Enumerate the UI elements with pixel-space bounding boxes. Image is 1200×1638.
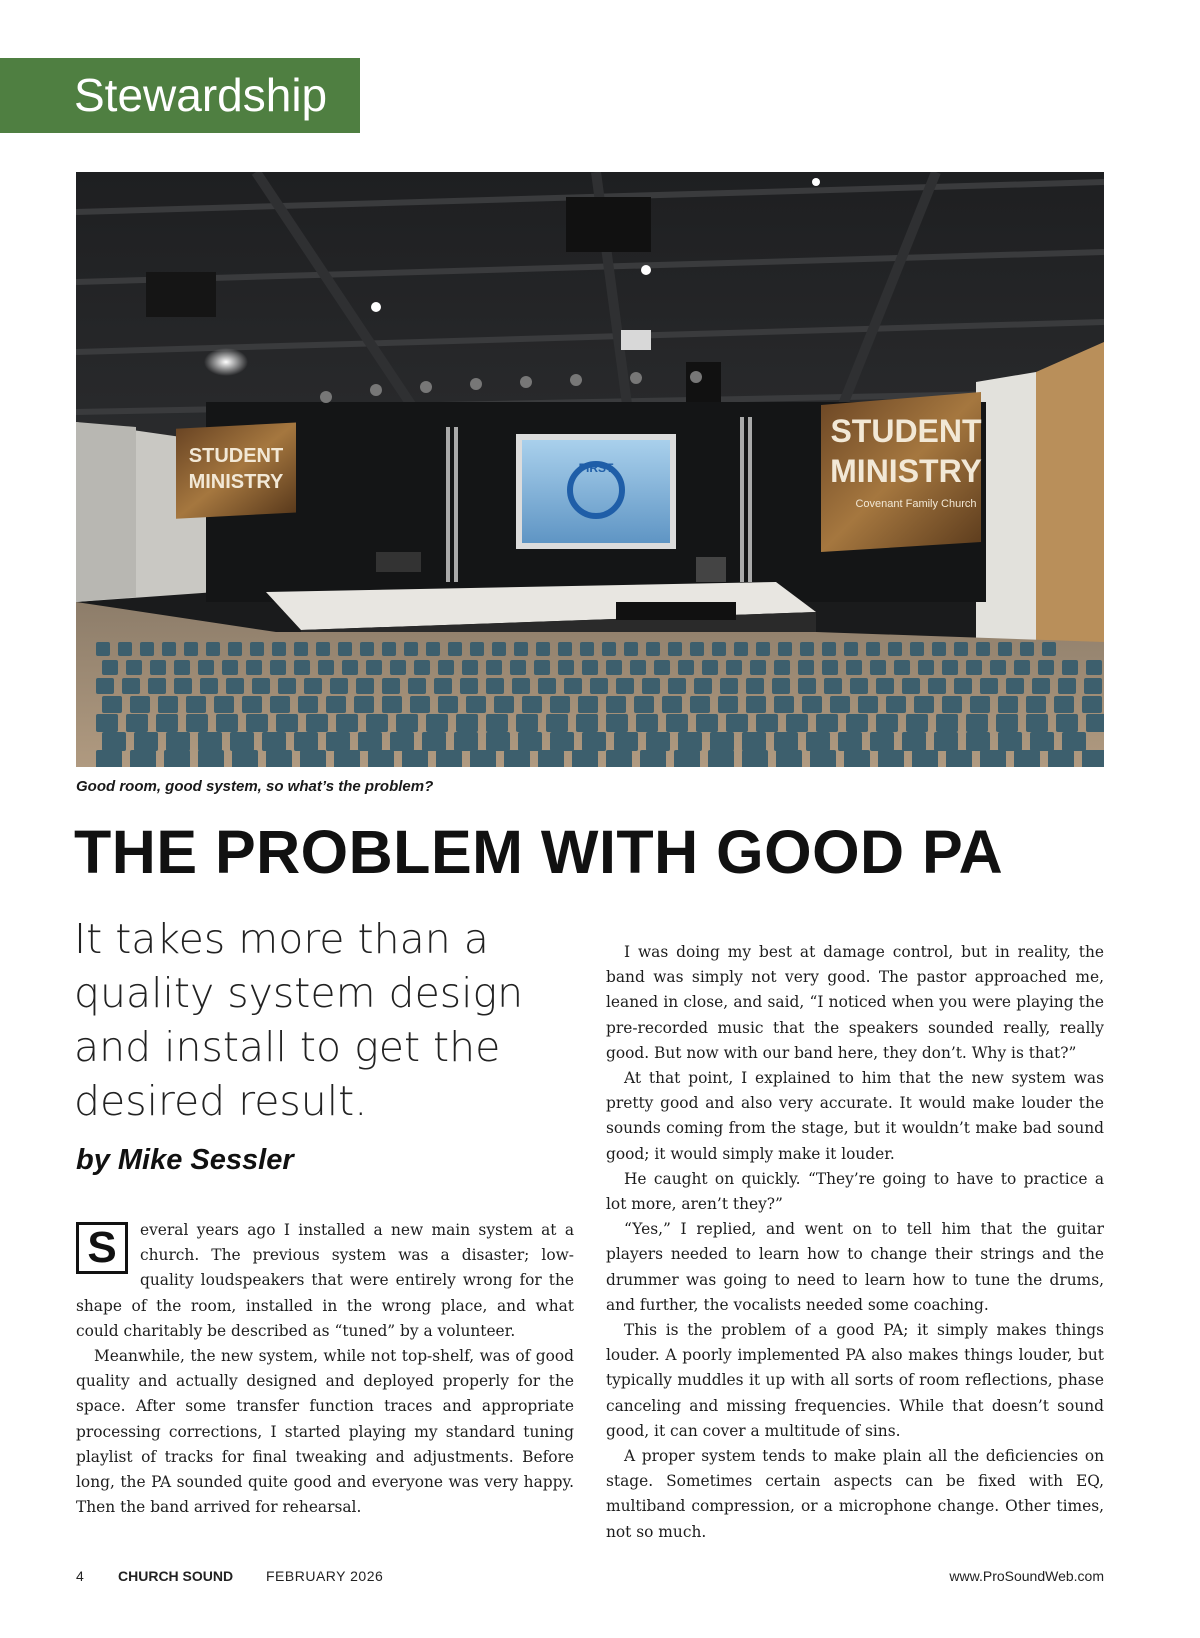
chair xyxy=(492,642,506,656)
chair xyxy=(438,696,458,713)
chair xyxy=(466,696,486,713)
chair xyxy=(846,714,868,732)
chair xyxy=(96,750,122,767)
chair xyxy=(720,678,738,694)
chair xyxy=(198,660,214,675)
chair xyxy=(382,678,400,694)
chair xyxy=(1014,750,1040,767)
chair xyxy=(936,714,958,732)
chair xyxy=(198,750,224,767)
chair xyxy=(294,660,310,675)
chair xyxy=(102,732,126,751)
chair xyxy=(1086,714,1104,732)
chair xyxy=(126,714,148,732)
chair xyxy=(642,678,660,694)
chair xyxy=(1062,732,1086,751)
chair xyxy=(1014,660,1030,675)
chair xyxy=(318,660,334,675)
issue-date: FEBRUARY 2026 xyxy=(266,1568,384,1584)
chair xyxy=(668,642,682,656)
chair xyxy=(246,714,268,732)
chair xyxy=(838,732,862,751)
chair xyxy=(690,696,710,713)
chair xyxy=(186,714,208,732)
chair xyxy=(606,714,628,732)
chair xyxy=(616,678,634,694)
chair xyxy=(382,696,402,713)
chair xyxy=(844,642,858,656)
chair xyxy=(582,732,606,751)
chair xyxy=(504,750,530,767)
chair xyxy=(1086,660,1102,675)
chair xyxy=(806,732,830,751)
chair xyxy=(646,732,670,751)
chair xyxy=(408,678,426,694)
chair xyxy=(118,642,132,656)
chair xyxy=(564,678,582,694)
chair xyxy=(522,696,542,713)
chair xyxy=(1058,678,1076,694)
chair xyxy=(426,714,448,732)
chair xyxy=(894,660,910,675)
left-screen-line1: STUDENT xyxy=(188,445,284,467)
chair xyxy=(602,642,616,656)
chair xyxy=(678,660,694,675)
chair xyxy=(858,696,878,713)
chair xyxy=(174,678,192,694)
chair xyxy=(252,678,270,694)
body-paragraph: Meanwhile, the new system, while not top-shelf, was of good quality and actually designed and deployed properly for the space. After some transfer function traces and appropriate processing corrections, I started playing my standard tuning playlist of tracks for final tweaking and adjustments. Before long, the PA sounded quite good and everyone was very happy. Then the band arrived for rehearsal. xyxy=(76,1347,574,1517)
chair xyxy=(976,642,990,656)
body-paragraph-text: everal years ago I installed a new main system at a church. The previous system was a disaster; low-quality loudspeakers that were entirely wrong for the shape of the room, installed in the wrong place, and what could charitably be described as “tuned” by a volunteer. xyxy=(76,1221,574,1340)
chair xyxy=(846,660,862,675)
chair xyxy=(590,678,608,694)
chair xyxy=(1038,660,1054,675)
chair xyxy=(304,678,322,694)
page-number: 4 xyxy=(76,1568,84,1584)
chair xyxy=(850,678,868,694)
chair xyxy=(786,714,808,732)
chair xyxy=(756,642,770,656)
magazine-name: CHURCH SOUND xyxy=(118,1568,234,1584)
chair xyxy=(774,732,798,751)
deck: It takes more than a quality system design and install to get the desired result. xyxy=(74,915,524,1125)
chair xyxy=(990,660,1006,675)
chair xyxy=(486,714,508,732)
body-paragraph xyxy=(76,1218,574,1344)
body-paragraph: At that point, I explained to him that the new system was pretty good and also very accurate. It would make louder the sounds coming from the stage, but it wouldn’t make bad sound good; it would simply make it louder. xyxy=(606,1069,1104,1163)
left-screen-line2: MINISTRY xyxy=(188,471,284,493)
chair xyxy=(1020,642,1034,656)
chair xyxy=(726,714,748,732)
chair xyxy=(878,750,904,767)
chair xyxy=(130,696,150,713)
chair xyxy=(844,750,870,767)
chair xyxy=(1062,660,1078,675)
chair xyxy=(696,714,718,732)
chair xyxy=(876,714,898,732)
chair xyxy=(538,678,556,694)
chair xyxy=(678,732,702,751)
chair xyxy=(778,642,792,656)
chair xyxy=(726,660,742,675)
chair xyxy=(886,696,906,713)
chair xyxy=(910,642,924,656)
chair xyxy=(666,714,688,732)
chair xyxy=(830,696,850,713)
chair xyxy=(186,696,206,713)
chair xyxy=(434,678,452,694)
chair xyxy=(810,750,836,767)
chair xyxy=(156,714,178,732)
chair xyxy=(558,642,572,656)
chair xyxy=(606,660,622,675)
chair xyxy=(326,732,350,751)
chair xyxy=(1030,732,1054,751)
chair xyxy=(928,678,946,694)
chair xyxy=(410,696,430,713)
chair xyxy=(870,732,894,751)
chair xyxy=(436,750,462,767)
chair xyxy=(510,660,526,675)
chair xyxy=(970,696,990,713)
chair xyxy=(624,642,638,656)
chair xyxy=(250,642,264,656)
chair xyxy=(1084,678,1102,694)
chair xyxy=(750,660,766,675)
chair xyxy=(214,696,234,713)
chair xyxy=(902,678,920,694)
chair xyxy=(438,660,454,675)
chair xyxy=(298,696,318,713)
chair xyxy=(422,732,446,751)
chair xyxy=(998,642,1012,656)
chair xyxy=(718,696,738,713)
right-screen-line2: MINISTRY xyxy=(830,453,982,489)
chair xyxy=(96,642,110,656)
chair xyxy=(206,642,220,656)
chair xyxy=(576,714,598,732)
chair xyxy=(798,660,814,675)
chair xyxy=(776,750,802,767)
chair xyxy=(954,678,972,694)
chair xyxy=(668,678,686,694)
chair xyxy=(534,660,550,675)
chair xyxy=(470,642,484,656)
center-screen-logo: FIRST xyxy=(578,461,614,475)
chair xyxy=(382,642,396,656)
chair xyxy=(96,714,118,732)
photo-caption: Good room, good system, so what’s the problem? xyxy=(76,778,434,795)
chair xyxy=(262,732,286,751)
chair xyxy=(674,750,700,767)
chair xyxy=(654,660,670,675)
chair xyxy=(426,642,440,656)
chair xyxy=(514,642,528,656)
chair xyxy=(148,678,166,694)
chair xyxy=(1026,714,1048,732)
chair xyxy=(96,678,114,694)
chair xyxy=(1026,696,1046,713)
chair xyxy=(396,714,418,732)
chair xyxy=(342,660,358,675)
chair xyxy=(306,714,328,732)
chair xyxy=(1032,678,1050,694)
chair xyxy=(326,696,346,713)
chair xyxy=(712,642,726,656)
chair xyxy=(572,750,598,767)
chair xyxy=(226,678,244,694)
chair xyxy=(580,642,594,656)
chair xyxy=(460,678,478,694)
chair xyxy=(294,642,308,656)
right-screen-line3: Covenant Family Church xyxy=(855,498,977,510)
chair xyxy=(816,714,838,732)
chair xyxy=(272,642,286,656)
chair xyxy=(456,714,478,732)
chair xyxy=(746,678,764,694)
body-paragraph: “Yes,” I replied, and went on to tell him that the guitar players needed to learn how to change their strings and the drummer was going to need to learn how to tune the drums, and further, the vocalists needed some coaching. xyxy=(606,1220,1104,1314)
chair xyxy=(798,678,816,694)
chair xyxy=(582,660,598,675)
chair xyxy=(902,732,926,751)
chair xyxy=(634,696,654,713)
chair xyxy=(800,642,814,656)
chair xyxy=(216,714,238,732)
chair xyxy=(486,732,510,751)
chair xyxy=(606,696,626,713)
chair xyxy=(578,696,598,713)
body-column-right xyxy=(606,940,1104,1545)
chair xyxy=(454,732,478,751)
chair xyxy=(934,732,958,751)
chair xyxy=(662,696,682,713)
chair xyxy=(360,642,374,656)
body-paragraph: This is the problem of a good PA; it simply makes things louder. A poorly implemented PA also makes things louder, but typically muddles it up with all sorts of room reflections, phase canceling and missing frequencies. While that doesn’t sound good, it can cover a multitude of sins. xyxy=(606,1321,1104,1440)
chair xyxy=(162,642,176,656)
chair xyxy=(550,732,574,751)
chair xyxy=(462,660,478,675)
chair xyxy=(512,678,530,694)
chair xyxy=(354,696,374,713)
website-link[interactable]: www.ProSoundWeb.com xyxy=(949,1568,1104,1584)
chair xyxy=(942,660,958,675)
chair xyxy=(278,678,296,694)
chair xyxy=(824,678,842,694)
chair xyxy=(174,660,190,675)
chair xyxy=(368,750,394,767)
chair xyxy=(966,660,982,675)
chair xyxy=(756,714,778,732)
chair xyxy=(606,750,632,767)
chair xyxy=(914,696,934,713)
chair xyxy=(402,750,428,767)
body-paragraph: A proper system tends to make plain all the deficiencies on stage. Sometimes certain aspects can be fixed with EQ, multiband compression, or a microphone change. Other times, not so much. xyxy=(606,1447,1104,1541)
chair xyxy=(640,750,666,767)
chair xyxy=(630,660,646,675)
chair xyxy=(980,678,998,694)
chair xyxy=(184,642,198,656)
chair xyxy=(242,696,262,713)
chair xyxy=(338,642,352,656)
chair xyxy=(932,642,946,656)
chair xyxy=(742,732,766,751)
chair xyxy=(1042,642,1056,656)
chair xyxy=(998,732,1022,751)
chair xyxy=(774,660,790,675)
chair xyxy=(270,696,290,713)
chair xyxy=(276,714,298,732)
chair xyxy=(966,714,988,732)
chair xyxy=(550,696,570,713)
chair xyxy=(130,750,156,767)
chair xyxy=(486,678,504,694)
chair xyxy=(546,714,568,732)
chair xyxy=(366,714,388,732)
chair xyxy=(538,750,564,767)
chair xyxy=(742,750,768,767)
chair xyxy=(888,642,902,656)
chair xyxy=(772,678,790,694)
chair xyxy=(998,696,1018,713)
chair xyxy=(356,678,374,694)
chair xyxy=(996,714,1018,732)
body-column-left xyxy=(76,1218,574,1520)
chair xyxy=(1054,696,1074,713)
chair xyxy=(966,732,990,751)
chair xyxy=(158,696,178,713)
chair xyxy=(918,660,934,675)
chair xyxy=(404,642,418,656)
chair xyxy=(334,750,360,767)
chair xyxy=(1056,714,1078,732)
chair xyxy=(414,660,430,675)
chair xyxy=(774,696,794,713)
chair xyxy=(140,642,154,656)
chair xyxy=(1082,696,1102,713)
chair xyxy=(1048,750,1074,767)
chair xyxy=(316,642,330,656)
chair xyxy=(358,732,382,751)
chair xyxy=(946,750,972,767)
chair xyxy=(300,750,326,767)
chair xyxy=(150,660,166,675)
chair xyxy=(330,678,348,694)
chair xyxy=(494,696,514,713)
chair xyxy=(702,660,718,675)
chair xyxy=(390,660,406,675)
chair xyxy=(270,660,286,675)
chair xyxy=(134,732,158,751)
headline: THE PROBLEM WITH GOOD PA xyxy=(74,818,1004,886)
chair xyxy=(222,660,238,675)
chair xyxy=(708,750,734,767)
chair xyxy=(710,732,734,751)
chair xyxy=(232,750,258,767)
chair xyxy=(102,696,122,713)
chair xyxy=(122,678,140,694)
chair xyxy=(942,696,962,713)
page-footer xyxy=(76,1568,1104,1588)
chair xyxy=(866,642,880,656)
drop-cap: S xyxy=(76,1222,128,1274)
chair xyxy=(516,714,538,732)
chair xyxy=(1082,750,1104,767)
chair xyxy=(102,660,118,675)
chair xyxy=(166,732,190,751)
chair xyxy=(822,660,838,675)
chair xyxy=(690,642,704,656)
chair xyxy=(518,732,542,751)
chair xyxy=(200,678,218,694)
chair xyxy=(646,642,660,656)
chair xyxy=(230,732,254,751)
chair xyxy=(448,642,462,656)
chair xyxy=(734,642,748,656)
chair xyxy=(536,642,550,656)
byline: by Mike Sessler xyxy=(76,1144,294,1176)
chair xyxy=(636,714,658,732)
chair xyxy=(876,678,894,694)
chair xyxy=(126,660,142,675)
chair xyxy=(486,660,502,675)
chair xyxy=(614,732,638,751)
chair xyxy=(1006,678,1024,694)
chair xyxy=(366,660,382,675)
chair xyxy=(870,660,886,675)
chair xyxy=(336,714,358,732)
chair xyxy=(954,642,968,656)
chair xyxy=(746,696,766,713)
chair xyxy=(470,750,496,767)
chair xyxy=(266,750,292,767)
chair xyxy=(558,660,574,675)
chair xyxy=(822,642,836,656)
chair xyxy=(912,750,938,767)
chair xyxy=(802,696,822,713)
chair xyxy=(906,714,928,732)
section-label: Stewardship xyxy=(0,58,360,133)
chair xyxy=(198,732,222,751)
auditorium-photo xyxy=(76,172,1104,767)
body-paragraph: He caught on quickly. “They’re going to have to practice a lot more, aren’t they?” xyxy=(606,1169,1104,1214)
chair xyxy=(228,642,242,656)
right-screen-line1: STUDENT xyxy=(830,413,982,449)
chair xyxy=(294,732,318,751)
chair xyxy=(390,732,414,751)
chair xyxy=(980,750,1006,767)
chair xyxy=(246,660,262,675)
body-paragraph: I was doing my best at damage control, but in reality, the band was simply not very good. The pastor approached me, leaned in close, and said, “I noticed when you were playing the pre-recorded music that the speakers sounded really, really good. But now with our band here, they don’t. Why is that?” xyxy=(606,943,1104,1062)
chair xyxy=(694,678,712,694)
chair xyxy=(164,750,190,767)
